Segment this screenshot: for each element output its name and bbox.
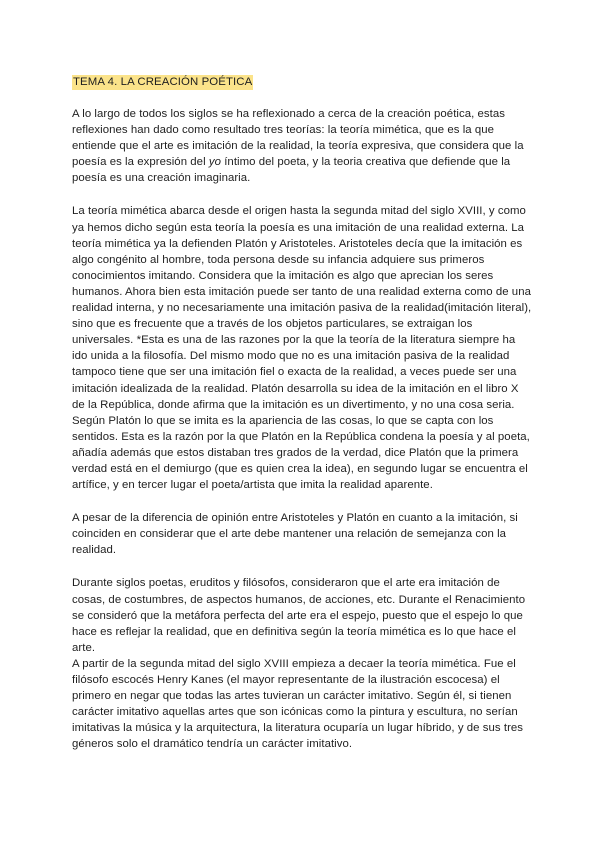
paragraph-intro-text-1: A lo largo de todos los siglos se ha reflexionado a cerca de la creación poética, estas reflexiones han dado como resultado tres teorías: la teoría mimética, que es la que entiende que el arte es imitación de la realidad, la teoría expresiva, que considera que la poesía es la expresión del [72, 108, 524, 169]
document-title: TEMA 4. LA CREACIÓN POÉTICA [73, 76, 253, 88]
paragraph-intro-italic: yo [208, 156, 221, 169]
paragraph-intro-text-2: íntimo del poeta, y la teoria creativa que defiende que la poesía es una creación imaginaria. [72, 156, 511, 185]
paragraph-decline: A partir de la segunda mitad del siglo XVIII empieza a decaer la teoría mimética. Fue el filósofo escocés Henry Kanes (el mayor representante de la ilustración escocesa) el primero en negar que todas las artes tuvieran un carácter imitativo. Según él, si tienen carácter imitativo aquellas artes que son icónicas como la pintura y escultura, no serían imitativas la música y la arquitectura, la literatura ocuparía un lugar híbrido, y de sus tres géneros solo el dramático tendría un carácter imitativo. [72, 657, 524, 751]
paragraph-renaissance: Durante siglos poetas, eruditos y filósofos, consideraron que el arte era imitación de cosas, de costumbres, de aspectos humanos, de acciones, etc. Durante el Renacimiento se consideró que la metáfora perfecta del arte era el espejo, puesto que el espejo lo que hace es reflejar la realidad, que en definitiva según la teoría mimética es lo que hace el arte. [72, 577, 526, 654]
paragraph-intro [72, 106, 532, 186]
paragraph-aristotle-plato: A pesar de la diferencia de opinión entre Aristoteles y Platón en cuanto a la imitación, si coinciden en considerar que el arte debe mantener una relación de semejanza con la realidad. [72, 512, 518, 557]
paragraph-mimetic-theory: La teoría mimética abarca desde el origen hasta la segunda mitad del siglo XVIII, y como ya hemos dicho según esta teoría la poesía es una imitación de una realidad externa. La teoría mimética ya la defienden Platón y Aristoteles. Aristoteles decía que la imitación es algo congénito al hombre, toda persona desde su infancia adquiere sus primeros conocimientos imitando. Considera que la imitación es algo que aprecian los seres humanos. Ahora bien esta imitación puede ser tanto de una realidad externa como de una realidad interna, y no necesariamente una imitación pasiva de la realidad(imitación literal), sino que es frecuente que a través de los objetos particulares, se extraigan los universales. *Esta es una de las razones por la que la teoría de la literatura siempre ha ido unida a la filosofía. Del mismo modo que no es una imitación pasiva de la realidad tampoco tiene que ser una imitación fiel o exacta de la realidad, a veces puede ser una imitación idealizada de la realidad. Platón desarrolla su idea de la imitación en el libro X de la República, donde afirma que la imitación es un divertimento, y no una cosa seria. Según Platón lo que se imita es la apariencia de las cosas, lo que se capta con los sentidos. Esta es la razón por la que Platón en la República condena la poesía y al poeta, añadía además que estos distaban tres grados de la verdad, dice Platón que la primera verdad está en el demiurgo (que es quien crea la idea), en segundo lugar se encuentra el artífice, y en tercer lugar el poeta/artista que imita la realidad aparente. [72, 205, 532, 492]
